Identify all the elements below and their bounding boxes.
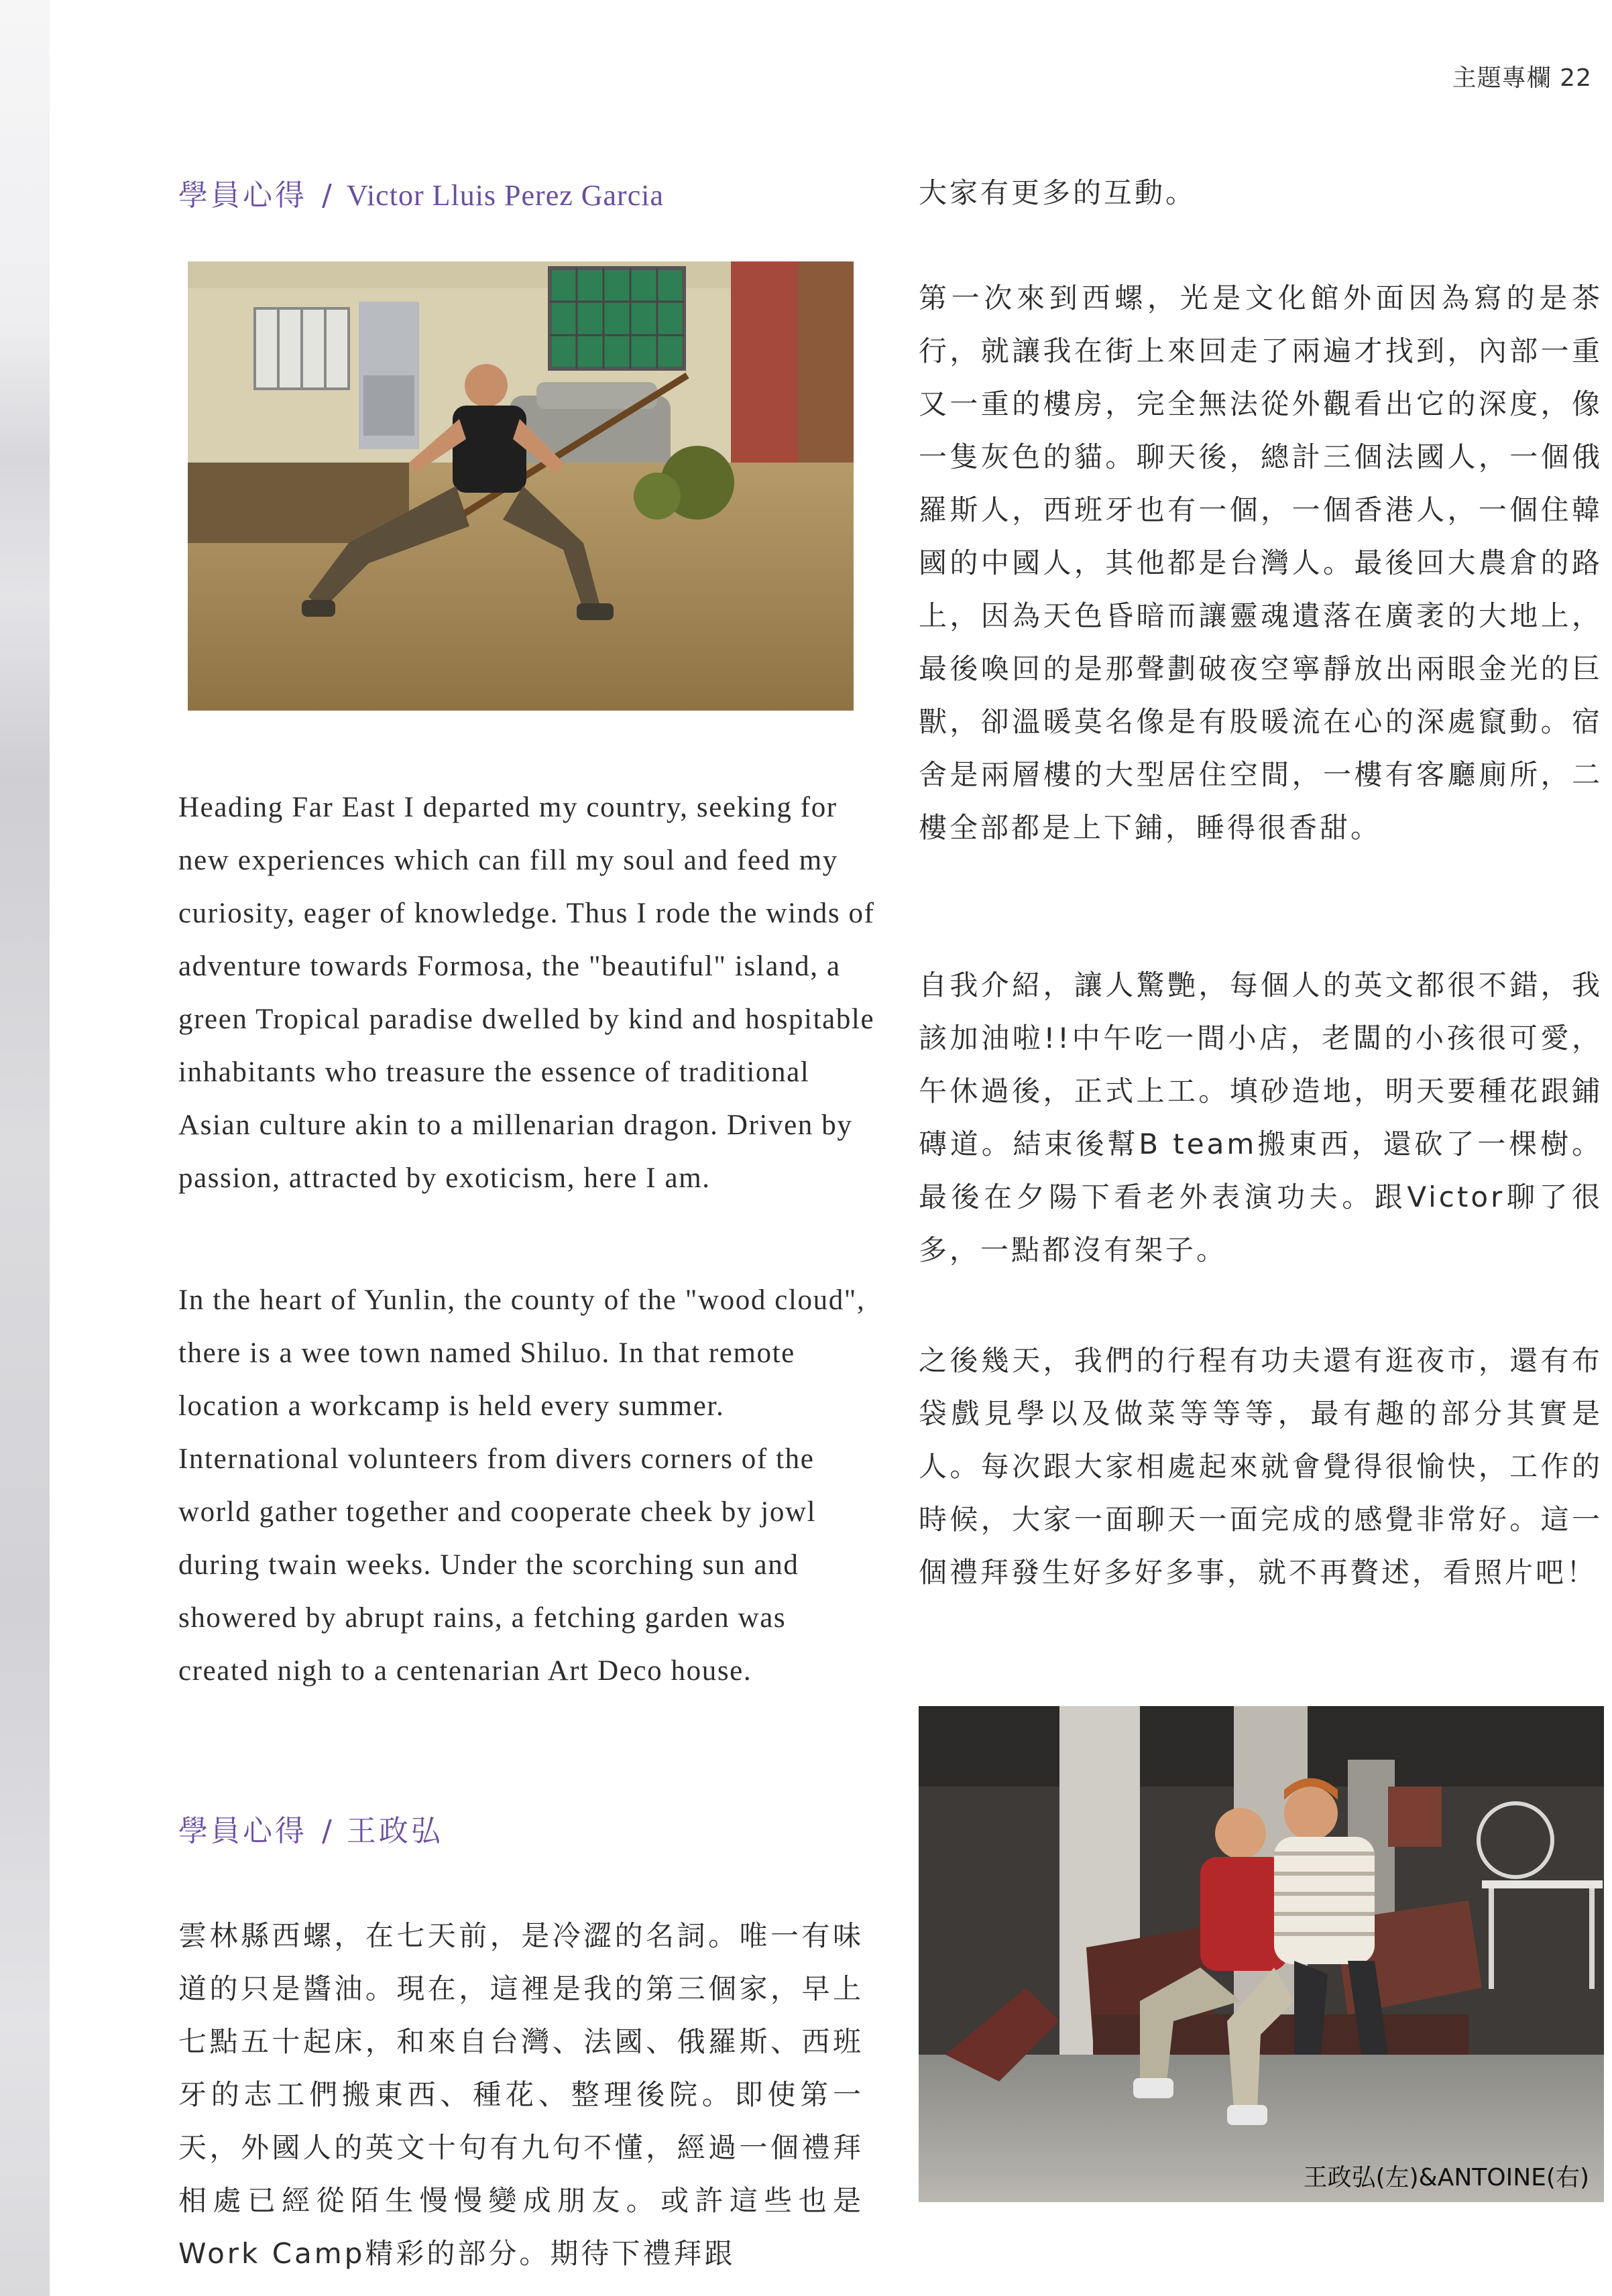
left-margin-strip <box>0 0 50 2296</box>
section2-heading <box>178 1807 443 1850</box>
photo-caption: 王政弘(左)&ANTOINE(右) <box>1303 2164 1589 2191</box>
section1-heading <box>178 171 664 214</box>
right-paragraph-1: 第一次來到西螺，光是文化館外面因為寫的是茶行，就讓我在街上來回走了兩遍才找到，內部一重又一重的樓房，完全無法從外觀看出它的深度，像一隻灰色的貓。聊天後，總計三個法國人，一個俄羅斯人，西班牙也有一個，一個香港人，一個住韓國的中國人，其他都是台灣人。最後回大農倉的路上，因為天色昏暗而讓靈魂遺落在廣袤的大地上，最後喚回的是那聲劃破夜空寧靜放出兩眼金光的巨獸，卻溫暖莫名像是有股暖流在心的深處竄動。宿舍是兩層樓的大型居住空間，一樓有客廳廁所，二樓全部都是上下鋪，睡得很香甜。 <box>919 282 1603 844</box>
section1-heading-label: 學員心得 <box>178 178 307 213</box>
section2-heading-label: 學員心得 <box>178 1814 307 1848</box>
section1-author: Victor Lluis Perez Garcia <box>346 179 664 212</box>
kungfu-photo <box>188 261 854 711</box>
right-paragraph-2: 自我介紹，讓人驚艷，每個人的英文都很不錯，我該加油啦!!中午吃一間小店，老闆的小孩很可愛，午休過後，正式上工。填砂造地，明天要種花跟鋪磚道。結束後幫B team搬東西，還砍了一棵樹。最後在夕陽下看老外表演功夫。跟Victor聊了很多，一點都沒有架子。 <box>919 969 1603 1266</box>
heading-slash: / <box>322 178 332 213</box>
section2-paragraph-1: 雲林縣西螺，在七天前，是冷澀的名詞。唯一有味道的只是醬油。現在，這裡是我的第三個家，早上七點五十起床，和來自台灣、法國、俄羅斯、西班牙的志工們搬東西、種花、整理後院。即使第一天，外國人的英文十句有九句不懂，經過一個禮拜相處已經從陌生慢慢變成朋友。或許這些也是Work Camp精彩的部分。期待下禮拜跟 <box>178 1919 864 2270</box>
section1-paragraph-2: In the heart of Yunlin, the county of the "wood cloud", there is a wee town named Shiluo. In that remote location a workcamp is held every summer. International volunteers from divers corners of the world gather together and cooperate cheek by jowl during twain weeks. Under the scorching sun and showered by abrupt rains, a fetching garden was created nigh to a centenarian Art Deco house. <box>178 1284 866 1687</box>
volunteers-photo <box>919 1706 1604 2202</box>
page-label: 主題專欄 22 <box>1452 64 1592 92</box>
section2-author: 王政弘 <box>346 1814 443 1848</box>
section1-paragraph-1: Heading Far East I departed my country, seeking for new experiences which can fill my soul and feed my curiosity, eager of knowledge. Thus I rode the winds of adventure towards Formosa, the "beautiful" island, a green Tropical paradise dwelled by kind and hospitable inhabitants who treasure the essence of traditional Asian culture akin to a millenarian dragon. Driven by passion, attracted by exoticism, here I am. <box>178 792 875 1194</box>
right-paragraph-3: 之後幾天，我們的行程有功夫還有逛夜市，還有布袋戲見學以及做菜等等等，最有趣的部分其實是人。每次跟大家相處起來就會覺得很愉快，工作的時候，大家一面聊天一面完成的感覺非常好。這一個禮拜發生好多好多事，就不再贅述，看照片吧！ <box>919 1344 1603 1589</box>
heading-slash: / <box>322 1814 332 1848</box>
right-paragraph-0: 大家有更多的互動。 <box>919 176 1197 209</box>
